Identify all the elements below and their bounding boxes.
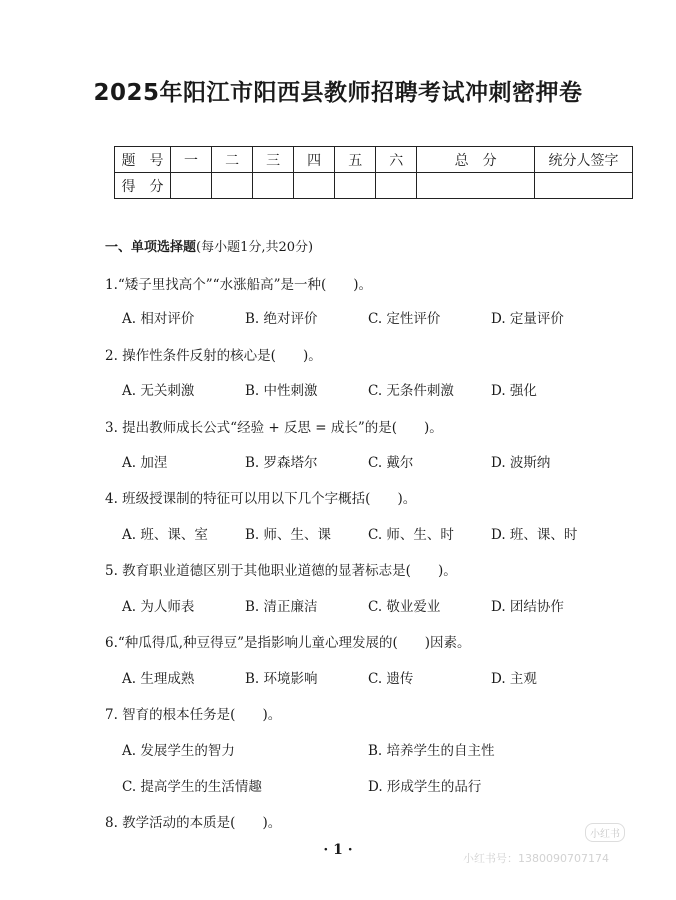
option: D. 班、课、时: [491, 527, 578, 543]
score-cell: [376, 173, 417, 199]
question-stem: 1.“矮子里找高个”“水涨船高”是一种( )。: [105, 277, 373, 293]
score-table-score-row: [115, 173, 633, 199]
question-stem: 6.“种瓜得瓜,种豆得豆”是指影响儿童心理发展的( )因素。: [105, 635, 471, 651]
option: B. 绝对评价: [245, 311, 318, 327]
question-stem: 4. 班级授课制的特征可以用以下几个字概括( )。: [105, 491, 417, 507]
score-header-cell: 五: [335, 147, 376, 173]
option: A. 为人师表: [122, 599, 195, 615]
option: D. 形成学生的品行: [368, 779, 482, 795]
score-cell: [294, 173, 335, 199]
option: C. 定性评价: [368, 311, 441, 327]
score-header-cell: 六: [376, 147, 417, 173]
score-cell: [171, 173, 212, 199]
score-header-cell: 二: [212, 147, 253, 173]
section-title: 一、单项选择题: [105, 240, 197, 255]
score-table: [114, 146, 633, 199]
question-stem: 8. 教学活动的本质是( )。: [105, 815, 282, 831]
score-cell: [535, 173, 633, 199]
option: B. 培养学生的自主性: [368, 743, 495, 759]
option: A. 相对评价: [122, 311, 195, 327]
option: B. 师、生、课: [245, 527, 332, 543]
score-table-header-row: [115, 147, 633, 173]
option: D. 波斯纳: [491, 455, 551, 471]
watermark-account: 小红书号：1380090707174: [463, 852, 609, 865]
score-row-label: 得 分: [115, 173, 171, 199]
score-header-cell: 总 分: [417, 147, 535, 173]
option: C. 师、生、时: [368, 527, 454, 543]
page-title: 2025年阳江市阳西县教师招聘考试冲刺密押卷: [93, 80, 583, 106]
option: C. 提高学生的生活情趣: [122, 779, 262, 795]
option: A. 班、课、室: [122, 527, 208, 543]
option: B. 罗森塔尔: [245, 455, 318, 471]
option: C. 无条件刺激: [368, 383, 454, 399]
section-heading: [105, 236, 313, 255]
option: A. 无关刺激: [122, 383, 195, 399]
option: A. 加涅: [122, 455, 168, 471]
section-note: (每小题1分,共20分): [196, 240, 314, 255]
option: C. 敬业爱业: [368, 599, 441, 615]
option: D. 主观: [491, 671, 537, 687]
question-stem: 7. 智育的根本任务是( )。: [105, 707, 282, 723]
option: A. 发展学生的智力: [122, 743, 235, 759]
page-number: · 1 ·: [323, 842, 353, 858]
option: D. 团结协作: [491, 599, 564, 615]
score-header-cell: 三: [253, 147, 294, 173]
score-header-cell: 统分人签字: [535, 147, 633, 173]
score-cell: [253, 173, 294, 199]
option: B. 清正廉洁: [245, 599, 318, 615]
option: C. 遗传: [368, 671, 414, 687]
option: D. 强化: [491, 383, 537, 399]
option: D. 定量评价: [491, 311, 564, 327]
score-cell: [335, 173, 376, 199]
score-cell: [417, 173, 535, 199]
score-header-cell: 题 号: [115, 147, 171, 173]
question-stem: 5. 教育职业道德区别于其他职业道德的显著标志是( )。: [105, 563, 457, 579]
score-header-cell: 一: [171, 147, 212, 173]
question-stem: 3. 提出教师成长公式“经验 + 反思 = 成长”的是( )。: [105, 420, 443, 436]
option: B. 环境影响: [245, 671, 318, 687]
watermark-badge: 小红书: [585, 823, 625, 842]
score-header-cell: 四: [294, 147, 335, 173]
question-stem: 2. 操作性条件反射的核心是( )。: [105, 348, 322, 364]
score-cell: [212, 173, 253, 199]
option: C. 戴尔: [368, 455, 414, 471]
option: A. 生理成熟: [122, 671, 195, 687]
option: B. 中性刺激: [245, 383, 318, 399]
